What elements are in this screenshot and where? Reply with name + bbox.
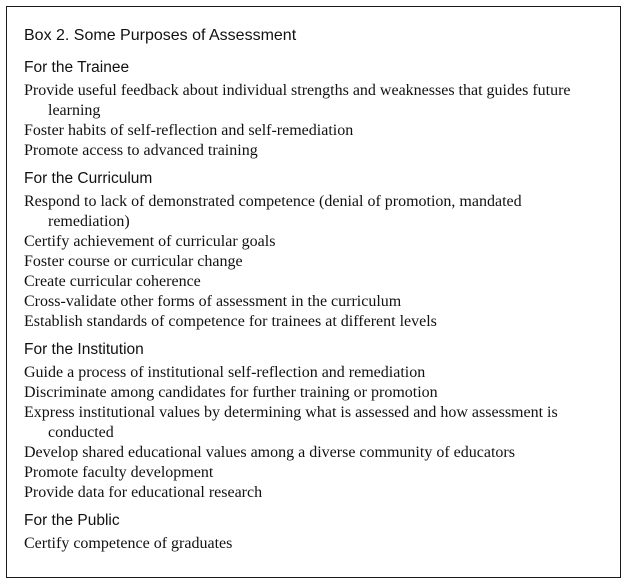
item-list [24,192,604,332]
section-institution [24,340,604,503]
box-content [24,58,604,562]
list-item: Foster habits of self-reflection and self-remediation [24,122,354,139]
list-item: Express institutional values by determining what is assessed and how assessment is conducted [24,404,558,441]
list-item: Promote faculty development [24,464,214,481]
list-item: Create curricular coherence [24,273,201,290]
list-item: Certify competence of graduates [24,535,233,552]
list-item: Provide data for educational research [24,484,263,501]
section-public [24,511,604,554]
list-item: Provide useful feedback about individual strengths and weaknesses that guides future learning [24,82,571,119]
section-curriculum [24,169,604,332]
section-heading: For the Institution [24,341,144,358]
list-item: Guide a process of institutional self-reflection and remediation [24,364,426,381]
list-item: Cross-validate other forms of assessment in the curriculum [24,293,402,310]
item-list [24,534,604,554]
section-trainee [24,58,604,161]
item-list [24,81,604,161]
item-list [24,363,604,503]
list-item: Promote access to advanced training [24,142,258,159]
list-item: Foster course or curricular change [24,253,243,270]
section-heading: For the Trainee [24,59,130,76]
box-title: Box 2. Some Purposes of Assessment [24,27,297,44]
section-heading: For the Curriculum [24,170,153,187]
list-item: Respond to lack of demonstrated competence (denial of promotion, mandated remediation) [24,193,522,230]
list-item: Establish standards of competence for trainees at different levels [24,313,437,330]
list-item: Develop shared educational values among a diverse community of educators [24,444,515,461]
section-heading: For the Public [24,512,120,529]
list-item: Discriminate among candidates for further training or promotion [24,384,438,401]
list-item: Certify achievement of curricular goals [24,233,276,250]
